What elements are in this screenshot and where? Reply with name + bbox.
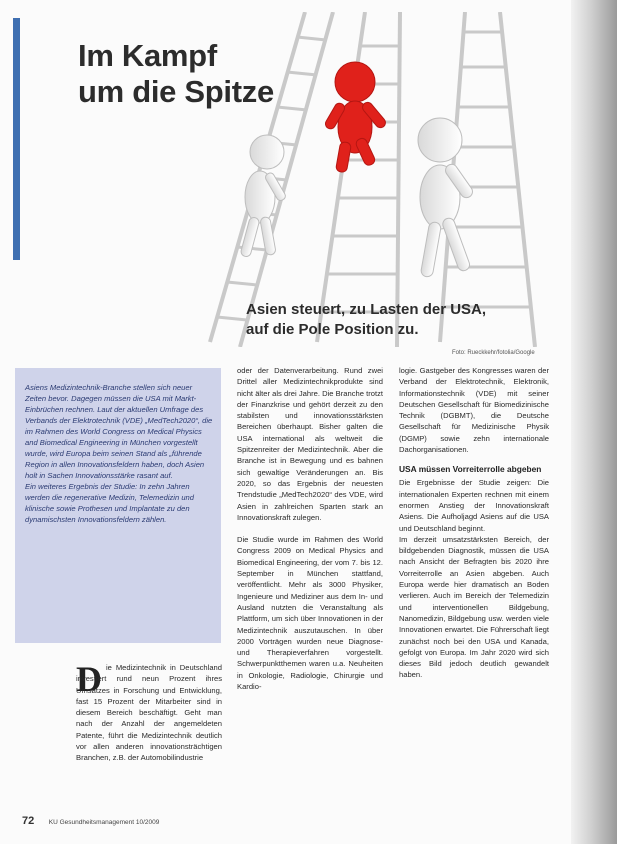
article-column-2	[237, 365, 383, 825]
column-3-paragraph-1: logie. Gastgeber des Kongresses waren der Verband der Elektrotechnik, Elektronik, Informationstechnik (VDE) mit seiner Deutschen Gesellschaft für Biomedizinische Technik (DGBMT), die Deutsche Gesellschaft für Medizinische Physik (DGMP) sowie zehn internationale Dachorganisationen.	[399, 366, 549, 455]
title-line-1: Im Kampf	[78, 38, 217, 73]
magazine-name: KU Gesundheitsmanagement 10/2009	[48, 819, 160, 826]
section-color-strip	[13, 18, 20, 260]
page-binding-shadow	[571, 0, 617, 844]
column-3-paragraph-2: Die Ergebnisse der Studie zeigen: Die internationalen Experten rechnen mit einem enormen Anstieg der Innovationskraft Asiens. Die Aufholjagd Asiens auf die USA und Deutschland beginnt.	[399, 478, 549, 533]
photo-credit: Foto: Rueckkehr/fotolia/Google	[452, 350, 535, 356]
intro-box	[15, 368, 221, 643]
page-footer	[22, 815, 159, 827]
intro-paragraph-2: Ein weiteres Ergebnis der Studie: In zehn Jahren werden die regenerative Medizin, Telemedizin und klinische sowie Prothesen und Implantate zu den dynamischsten Innovationsfeldern zählen.	[25, 482, 194, 524]
column-3-paragraph-3: Im derzeit umsatzstärksten Bereich, der bildgebenden Diagnostik, müssen die USA nach Ansicht der Befragten bis 2020 ihre Vorreiterrolle an Asien abgeben. Auch Europa werde hier dramatisch an Boden verlieren. Auch im Bereich der Telemedizin und interventionellen Bildgebung, Nanomedizin, Bildgebung usw. werden viele Innovationen erwartet. Die Führerschaft liegt zunächst noch bei den USA und Kanada, gefolgt von Europa. Im Jahr 2020 wird sich dieses Bild jedoch deutlich gewandelt haben.	[399, 534, 549, 680]
subtitle-line-1: Asien steuert, zu Lasten der USA,	[246, 301, 487, 318]
subtitle-line-2: auf die Pole Position zu.	[246, 321, 419, 338]
column-1-text: ie Medizintechnik in Deutschland investiert rund neun Prozent ihres Umsatzes in Forschung und Entwicklung, fast 15 Prozent der Mitarbeiter sind in diesem Bereich beschäftigt. Geht man nach der Anzahl der angemeldeten Patente, führt die Medizintechnik deutlich vor allen anderen innovationsträchtigen Branchen, z.B. der Automobilindustrie	[76, 663, 222, 763]
red-figure	[324, 62, 388, 173]
column-3-heading: USA müssen Vorreiterrolle abgeben	[399, 464, 542, 475]
page-number: 72	[22, 815, 35, 827]
intro-paragraph-1: Asiens Medizintechnik-Branche stellen sich neuer Zeiten bevor. Dagegen müssen die USA mit Markt-Einbrüchen rechnen. Laut der aktuellen Umfrage des Verbands der Elektrotechnik (VDE) „MedTech2020“, die im Rahmen des World Congress on Medical Physics and Biomedical Engineering in München vorgestellt wurde, wird Europa beim seinen Stand als „führende Region in allen Innovationsfeldern haben, doch Asien holt in Sachen Innovationsstärke rasant auf.	[25, 383, 213, 480]
column-2-paragraph-2: Die Studie wurde im Rahmen des World Congress 2009 on Medical Physics and Biomedical Engineering, der vom 7. bis 12. September in München stattfand, veröffentlicht. Mehr als 3000 Physiker, Ingenieure und Mediziner aus dem In- und Ausland nutzten die Veranstaltung als Plattform, um sich über Innovationen in der Medizintechnik auszutauschen. In über 2000 Vorträgen wurden neue Diagnose- und Therapieverfahren vorgestellt. Schwerpunktthemen waren u.a. Neuheiten in Onkologie, Radiologie, Chirurgie und Kardio-	[237, 535, 383, 692]
article-column-1	[76, 659, 222, 764]
drop-cap: D	[76, 659, 102, 699]
page-title	[78, 38, 274, 110]
column-2-paragraph-1: oder der Datenverarbeitung. Rund zwei Drittel aller Medizintechnikprodukte sind nicht älter als drei Jahre. Die Branche trotzt der Finanzkrise und gehört derzeit zu den stabilsten und innovationsstärksten Bereichen überhaupt. Bisher galten die USA international als weltweit die Spitzenreiter der Medizintechnik. Aber die Branche ist in Bewegung und es bahnen sich gewaltige Veränderungen an. Bis 2020, so das Ergebnis der neuesten Trendstudie „MedTech2020“ des VDE, wird Asien in zahlreichen Sparten stark an Innovationskraft zulegen.	[237, 366, 383, 522]
title-line-2: um die Spitze	[78, 74, 274, 109]
article-column-3	[399, 365, 549, 825]
white-figure-left	[240, 135, 287, 258]
page-subtitle	[246, 300, 486, 340]
